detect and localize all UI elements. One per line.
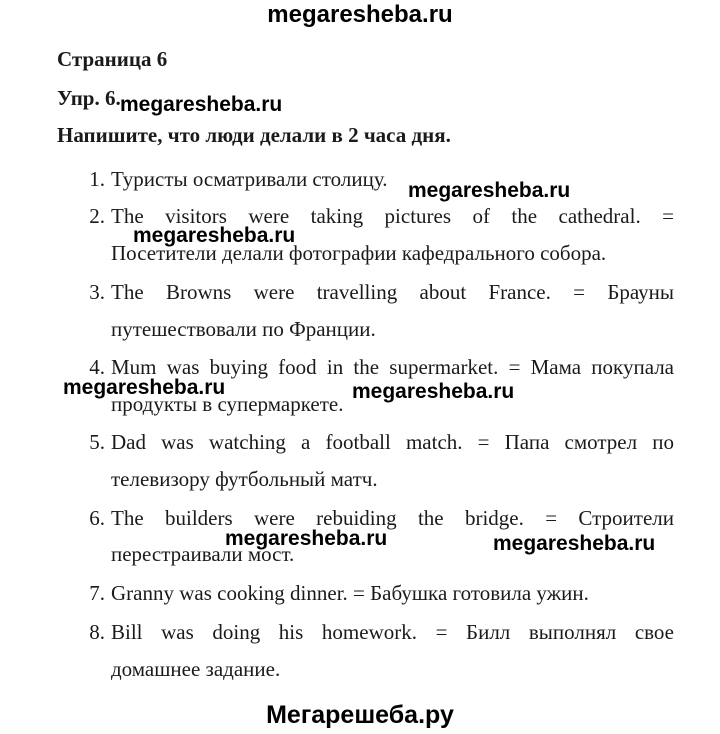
item-line: перестраивали мост. [111, 542, 295, 566]
item-line: домашнее задание. [111, 657, 281, 681]
watermark-inline: megaresheba.ru [352, 380, 515, 403]
item-number: 1. [89, 167, 105, 191]
item-line: The Browns were travelling about France. = Брауны [111, 280, 674, 304]
item-number: 8. [89, 620, 105, 644]
item-line: The visitors were taking pictures of the cathedral. = [111, 204, 674, 228]
item-line: телевизору футбольный матч. [111, 467, 378, 491]
item-line: Granny was cooking dinner. = Бабушка готовила ужин. [111, 581, 589, 605]
watermark-inline: megaresheba.ru [133, 224, 296, 247]
task-heading: Напишите, что люди делали в 2 часа дня. [57, 123, 451, 147]
item-number: 2. [89, 204, 105, 228]
item-line: Bill was doing his homework. = Билл выполнял свое [111, 620, 674, 644]
item-line: Туристы осматривали столицу. [111, 167, 388, 191]
watermark-inline: megaresheba.ru [120, 93, 283, 116]
watermark-top: megaresheba.ru [267, 1, 453, 28]
watermark-inline: megaresheba.ru [408, 179, 571, 202]
watermark-inline: megaresheba.ru [63, 376, 226, 399]
watermark-inline: megaresheba.ru [493, 532, 656, 555]
item-line: путешествовали по Франции. [111, 317, 376, 341]
item-number: 5. [89, 430, 105, 454]
item-line: продукты в супермаркете. [111, 392, 344, 416]
item-number: 7. [89, 581, 105, 605]
exercise-label: Упр. 6. [57, 86, 121, 110]
item-line: Dad was watching a football match. = Папа смотрел по [111, 430, 674, 454]
item-number: 4. [89, 355, 105, 379]
watermark-inline: megaresheba.ru [225, 527, 388, 550]
item-line: The builders were rebuiding the bridge. = Строители [111, 506, 674, 530]
page-label: Страница 6 [57, 47, 168, 71]
item-number: 6. [89, 506, 105, 530]
watermark-bottom: Мегарешеба.ру [266, 701, 454, 729]
item-line: Mum was buying food in the supermarket. = Мама покупала [111, 355, 674, 379]
item-line: Посетители делали фотографии кафедрального собора. [111, 241, 607, 265]
item-number: 3. [89, 280, 105, 304]
